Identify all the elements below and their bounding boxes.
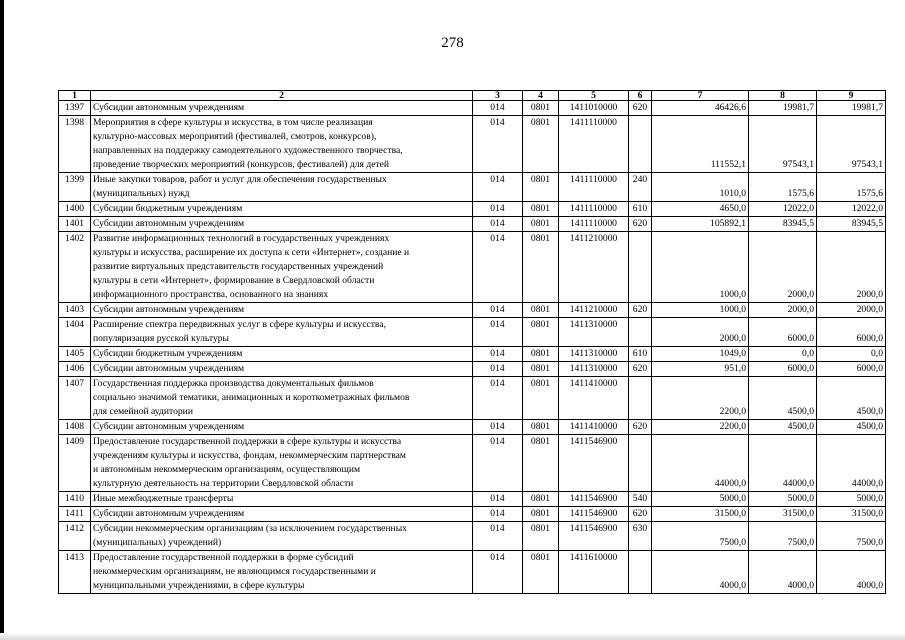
budget-table-body	[59, 101, 886, 594]
expense-type-code: 620	[629, 217, 652, 232]
amount-col-8: 4000,0	[749, 551, 817, 594]
target-article-code: 1411210000	[559, 303, 629, 318]
table-row	[59, 116, 886, 173]
section-code: 0801	[523, 551, 559, 594]
target-article-code: 1411546900	[559, 492, 629, 507]
target-article-code: 1411410000	[559, 377, 629, 420]
section-code: 0801	[523, 492, 559, 507]
target-article-code: 1411110000	[559, 116, 629, 173]
expense-type-code	[629, 318, 652, 347]
amount-col-7: 44000,0	[652, 435, 749, 492]
target-article-code: 1411110000	[559, 202, 629, 217]
amount-col-9: 4500,0	[817, 377, 886, 420]
amount-col-9: 6000,0	[817, 318, 886, 347]
amount-col-8: 4500,0	[749, 377, 817, 420]
amount-col-8: 2000,0	[749, 232, 817, 303]
amount-col-8: 5000,0	[749, 492, 817, 507]
expense-type-code	[629, 232, 652, 303]
expense-type-code: 620	[629, 303, 652, 318]
row-name: Субсидии бюджетным учреждениям	[91, 202, 473, 217]
expense-type-code: 620	[629, 420, 652, 435]
row-number: 1409	[59, 435, 91, 492]
section-code: 0801	[523, 232, 559, 303]
target-article-code: 1411610000	[559, 551, 629, 594]
ministry-code: 014	[473, 202, 523, 217]
expense-type-code: 620	[629, 362, 652, 377]
amount-col-8: 1575,6	[749, 173, 817, 202]
target-article-code: 1411210000	[559, 232, 629, 303]
amount-col-7: 105892,1	[652, 217, 749, 232]
header-row	[59, 91, 886, 101]
row-name: Субсидии автономным учреждениям	[91, 362, 473, 377]
row-number: 1412	[59, 522, 91, 551]
ministry-code: 014	[473, 347, 523, 362]
amount-col-9: 44000,0	[817, 435, 886, 492]
row-number: 1405	[59, 347, 91, 362]
table-row	[59, 217, 886, 232]
row-number: 1411	[59, 507, 91, 522]
amount-col-8: 0,0	[749, 347, 817, 362]
page-number: 278	[441, 35, 464, 51]
table-row	[59, 173, 886, 202]
expense-type-code: 540	[629, 492, 652, 507]
row-number: 1402	[59, 232, 91, 303]
ministry-code: 014	[473, 173, 523, 202]
row-number: 1408	[59, 420, 91, 435]
amount-col-9: 4000,0	[817, 551, 886, 594]
amount-col-7: 4650,0	[652, 202, 749, 217]
amount-col-9: 7500,0	[817, 522, 886, 551]
amount-col-8: 4500,0	[749, 420, 817, 435]
ministry-code: 014	[473, 492, 523, 507]
section-code: 0801	[523, 522, 559, 551]
amount-col-9: 4500,0	[817, 420, 886, 435]
row-name: Предоставление государственной поддержки в сфере культуры и искусства учреждениям культуры и искусства, фондам, некоммерческим партнерствам и автономным некоммерческим организациям, осуществляющим культурную деятельность на территории Свердловской области	[91, 435, 473, 492]
row-number: 1404	[59, 318, 91, 347]
amount-col-7: 31500,0	[652, 507, 749, 522]
row-name: Расширение спектра передвижных услуг в сфере культуры и искусства, популяризация русской культуры	[91, 318, 473, 347]
column-header: 9	[817, 91, 886, 101]
amount-col-8: 97543,1	[749, 116, 817, 173]
column-header: 6	[629, 91, 652, 101]
row-number: 1403	[59, 303, 91, 318]
section-code: 0801	[523, 318, 559, 347]
amount-col-8: 12022,0	[749, 202, 817, 217]
section-code: 0801	[523, 173, 559, 202]
row-name: Субсидии некоммерческим организациям (за исключением государственных (муниципальных) учреждений)	[91, 522, 473, 551]
table-row	[59, 420, 886, 435]
amount-col-8: 44000,0	[749, 435, 817, 492]
row-name: Субсидии автономным учреждениям	[91, 420, 473, 435]
amount-col-9: 5000,0	[817, 492, 886, 507]
row-name: Субсидии автономным учреждениям	[91, 507, 473, 522]
target-article-code: 1411410000	[559, 420, 629, 435]
table-row	[59, 435, 886, 492]
ministry-code: 014	[473, 362, 523, 377]
target-article-code: 1411546900	[559, 507, 629, 522]
expense-type-code	[629, 116, 652, 173]
table-row	[59, 318, 886, 347]
section-code: 0801	[523, 420, 559, 435]
table-row	[59, 551, 886, 594]
row-name: Субсидии автономным учреждениям	[91, 217, 473, 232]
row-number: 1397	[59, 101, 91, 116]
row-number: 1398	[59, 116, 91, 173]
amount-col-7: 2000,0	[652, 318, 749, 347]
column-header: 8	[749, 91, 817, 101]
table-row	[59, 232, 886, 303]
expense-type-code: 620	[629, 101, 652, 116]
table-row	[59, 101, 886, 116]
amount-col-9: 12022,0	[817, 202, 886, 217]
amount-col-7: 1049,0	[652, 347, 749, 362]
ministry-code: 014	[473, 101, 523, 116]
row-name: Иные межбюджетные трансферты	[91, 492, 473, 507]
scan-shadow	[0, 633, 905, 640]
expense-type-code: 610	[629, 347, 652, 362]
ministry-code: 014	[473, 551, 523, 594]
column-header: 3	[473, 91, 523, 101]
ministry-code: 014	[473, 303, 523, 318]
target-article-code: 1411310000	[559, 318, 629, 347]
amount-col-7: 46426,6	[652, 101, 749, 116]
amount-col-8: 19981,7	[749, 101, 817, 116]
ministry-code: 014	[473, 522, 523, 551]
amount-col-8: 2000,0	[749, 303, 817, 318]
column-header: 1	[59, 91, 91, 101]
amount-col-7: 951,0	[652, 362, 749, 377]
row-name: Мероприятия в сфере культуры и искусства, в том числе реализация культурно-массовых мероприятий (фестивалей, смотров, конкурсов), направленных на поддержку самодеятельного художественного творчества, проведение творческих мероприятий (конкурсов, фестивалей) для детей	[91, 116, 473, 173]
amount-col-7: 1000,0	[652, 232, 749, 303]
table-row	[59, 362, 886, 377]
amount-col-9: 1575,6	[817, 173, 886, 202]
section-code: 0801	[523, 202, 559, 217]
row-name: Иные закупки товаров, работ и услуг для обеспечения государственных (муниципальных) нужд	[91, 173, 473, 202]
section-code: 0801	[523, 217, 559, 232]
budget-table	[58, 90, 886, 594]
target-article-code: 1411110000	[559, 217, 629, 232]
row-name: Субсидии автономным учреждениям	[91, 101, 473, 116]
amount-col-7: 1000,0	[652, 303, 749, 318]
table-row	[59, 377, 886, 420]
expense-type-code	[629, 377, 652, 420]
row-number: 1406	[59, 362, 91, 377]
table-row	[59, 522, 886, 551]
amount-col-8: 7500,0	[749, 522, 817, 551]
amount-col-9: 83945,5	[817, 217, 886, 232]
row-number: 1410	[59, 492, 91, 507]
ministry-code: 014	[473, 116, 523, 173]
ministry-code: 014	[473, 217, 523, 232]
table-row	[59, 507, 886, 522]
ministry-code: 014	[473, 420, 523, 435]
amount-col-8: 6000,0	[749, 362, 817, 377]
section-code: 0801	[523, 101, 559, 116]
row-name: Субсидии автономным учреждениям	[91, 303, 473, 318]
table-row	[59, 347, 886, 362]
expense-type-code	[629, 435, 652, 492]
section-code: 0801	[523, 377, 559, 420]
amount-col-7: 5000,0	[652, 492, 749, 507]
ministry-code: 014	[473, 435, 523, 492]
amount-col-7: 2200,0	[652, 420, 749, 435]
column-header: 5	[559, 91, 629, 101]
row-name: Развитие информационных технологий в государственных учреждениях культуры и искусства, расширение их доступа к сети «Интернет», создание и развитие виртуальных представительств государственных учреждений культуры в сети «Интернет», формирование в Свердловской области информационного пространства, основанного на знаниях	[91, 232, 473, 303]
amount-col-9: 2000,0	[817, 303, 886, 318]
amount-col-7: 4000,0	[652, 551, 749, 594]
ministry-code: 014	[473, 232, 523, 303]
table-row	[59, 492, 886, 507]
amount-col-7: 7500,0	[652, 522, 749, 551]
section-code: 0801	[523, 347, 559, 362]
amount-col-8: 31500,0	[749, 507, 817, 522]
expense-type-code: 240	[629, 173, 652, 202]
column-header: 4	[523, 91, 559, 101]
target-article-code: 1411310000	[559, 362, 629, 377]
target-article-code: 1411110000	[559, 173, 629, 202]
ministry-code: 014	[473, 507, 523, 522]
row-name: Предоставление государственной поддержки в форме субсидий некоммерческим организациям, не являющимся государственными и муниципальными учреждениями, в сфере культуры	[91, 551, 473, 594]
target-article-code: 1411010000	[559, 101, 629, 116]
ministry-code: 014	[473, 377, 523, 420]
table-row	[59, 303, 886, 318]
scan-edge	[0, 0, 4, 640]
section-code: 0801	[523, 435, 559, 492]
expense-type-code: 610	[629, 202, 652, 217]
row-name: Государственная поддержка производства документальных фильмов социально значимой тематики, анимационных и короткометражных фильмов для семейной аудитории	[91, 377, 473, 420]
section-code: 0801	[523, 362, 559, 377]
section-code: 0801	[523, 303, 559, 318]
column-header: 7	[652, 91, 749, 101]
expense-type-code: 620	[629, 507, 652, 522]
ministry-code: 014	[473, 318, 523, 347]
row-number: 1413	[59, 551, 91, 594]
amount-col-9: 6000,0	[817, 362, 886, 377]
target-article-code: 1411546900	[559, 435, 629, 492]
amount-col-7: 2200,0	[652, 377, 749, 420]
column-header: 2	[91, 91, 473, 101]
row-number: 1399	[59, 173, 91, 202]
amount-col-9: 2000,0	[817, 232, 886, 303]
section-code: 0801	[523, 116, 559, 173]
target-article-code: 1411310000	[559, 347, 629, 362]
row-number: 1407	[59, 377, 91, 420]
amount-col-8: 6000,0	[749, 318, 817, 347]
row-number: 1400	[59, 202, 91, 217]
amount-col-9: 0,0	[817, 347, 886, 362]
amount-col-7: 111552,1	[652, 116, 749, 173]
expense-type-code	[629, 551, 652, 594]
row-name: Субсидии бюджетным учреждениям	[91, 347, 473, 362]
target-article-code: 1411546900	[559, 522, 629, 551]
amount-col-9: 19981,7	[817, 101, 886, 116]
amount-col-8: 83945,5	[749, 217, 817, 232]
amount-col-9: 97543,1	[817, 116, 886, 173]
expense-type-code: 630	[629, 522, 652, 551]
amount-col-7: 1010,0	[652, 173, 749, 202]
table-row	[59, 202, 886, 217]
amount-col-9: 31500,0	[817, 507, 886, 522]
row-number: 1401	[59, 217, 91, 232]
section-code: 0801	[523, 507, 559, 522]
